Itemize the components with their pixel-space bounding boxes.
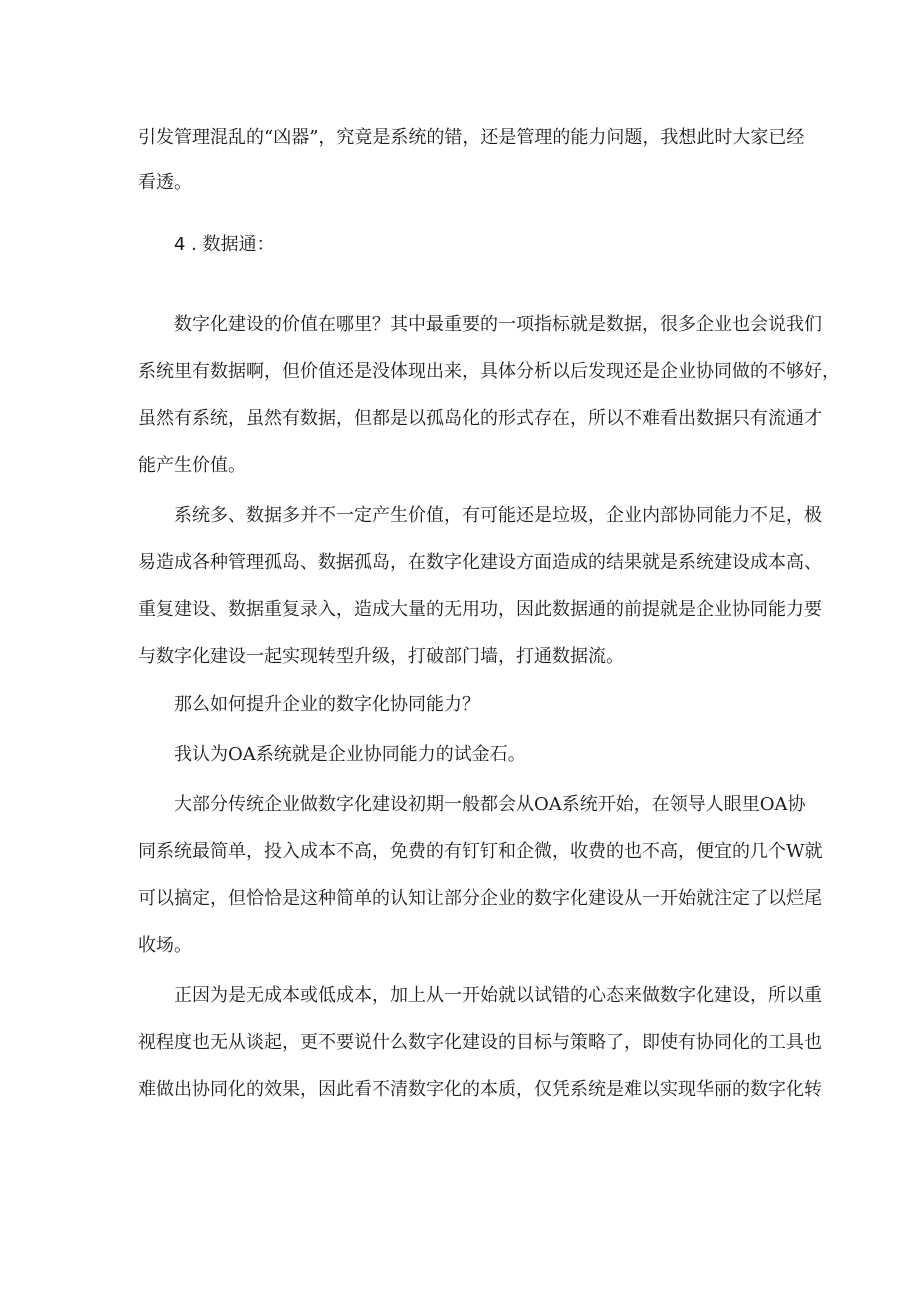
paragraph-3-line-2: 易造成各种管理孤岛、数据孤岛，在数字化建设方面造成的结果就是系统建设成本高、 [138,552,822,573]
paragraph-1-line-1: 引发管理混乱的“凶器”，究竟是系统的错，还是管理的能力问题，我想此时大家已经 [138,127,805,148]
paragraph-6-line-1: 大部分传统企业做数字化建设初期一般都会从OA系统开始，在领导人眼里OA协 [174,794,806,815]
paragraph-6-line-3: 可以搞定，但恰恰是这种简单的认知让部分企业的数字化建设从一开始就注定了以烂尾 [138,888,822,909]
paragraph-7-line-2: 视程度也无从谈起，更不要说什么数字化建设的目标与策略了，即使有协同化的工具也 [138,1032,822,1053]
paragraph-2-line-4: 能产生价值。 [138,455,246,476]
paragraph-7-line-3: 难做出协同化的效果，因此看不清数字化的本质，仅凭系统是难以实现华丽的数字化转 [138,1079,822,1100]
paragraph-2-line-3: 虽然有系统，虽然有数据，但都是以孤岛化的形式存在，所以不难看出数据只有流通才 [138,408,822,429]
paragraph-6-line-4: 收场。 [138,935,192,956]
section-heading-data-flow: 4 . 数据通： [174,234,275,255]
paragraph-3-line-3: 重复建设、数据重复录入，造成大量的无用功，因此数据通的前提就是企业协同能力要 [138,599,822,620]
paragraph-5-line-1: 我认为OA系统就是企业协同能力的试金石。 [174,744,526,765]
paragraph-2-line-2: 系统里有数据啊，但价值还是没体现出来，具体分析以后发现还是企业协同做的不够好， [138,361,840,382]
paragraph-6-line-2: 同系统最简单，投入成本不高，免费的有钉钉和企微，收费的也不高，便宜的几个W就 [138,841,823,862]
paragraph-3-line-4: 与数字化建设一起实现转型升级，打破部门墙，打通数据流。 [138,646,624,667]
paragraph-3-line-1: 系统多、数据多并不一定产生价值，有可能还是垃圾，企业内部协同能力不足，极 [174,505,822,526]
paragraph-7-line-1: 正因为是无成本或低成本，加上从一开始就以试错的心态来做数字化建设，所以重 [174,985,822,1006]
paragraph-4-line-1: 那么如何提升企业的数字化协同能力？ [174,694,480,715]
paragraph-2-line-1: 数字化建设的价值在哪里？其中最重要的一项指标就是数据，很多企业也会说我们 [174,314,822,335]
paragraph-1-line-2: 看透。 [138,172,192,193]
